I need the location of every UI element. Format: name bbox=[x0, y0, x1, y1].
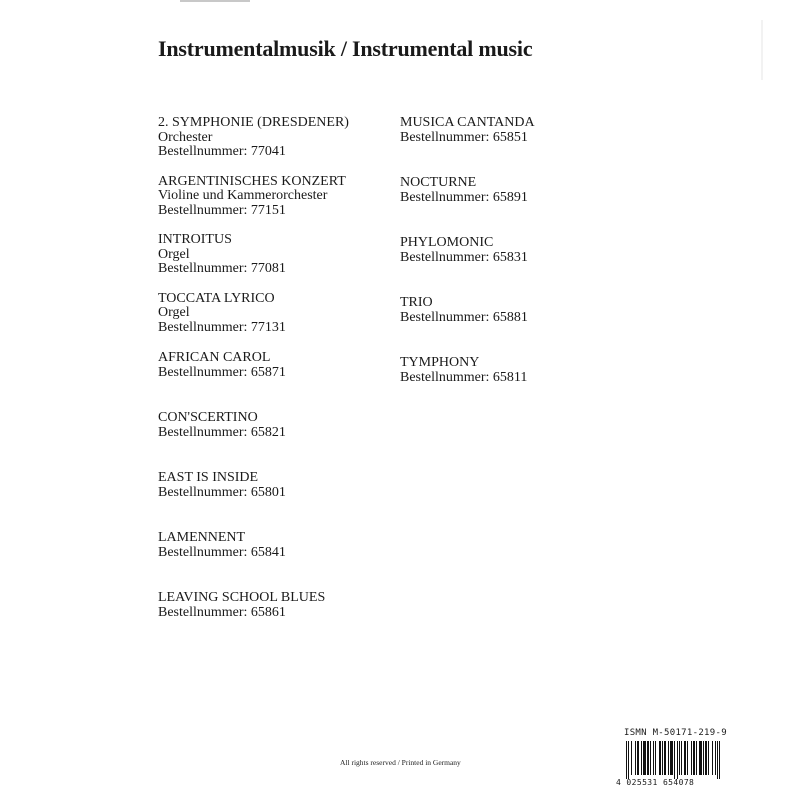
entry-order-number: Bestellnummer: 65811 bbox=[400, 369, 528, 385]
barcode-bar bbox=[626, 741, 627, 779]
catalog-entry bbox=[400, 236, 535, 265]
barcode-bar bbox=[679, 741, 680, 775]
barcode-bar bbox=[650, 741, 651, 775]
barcode-bar bbox=[719, 741, 720, 779]
barcode-bar bbox=[662, 741, 663, 775]
barcode-bar bbox=[655, 741, 656, 775]
entry-title: LAMENNENT bbox=[158, 530, 246, 545]
barcode-bar bbox=[668, 741, 669, 775]
barcode-bar bbox=[703, 741, 704, 775]
entry-order-number: Bestellnummer: 65841 bbox=[158, 544, 286, 560]
entry-title: EAST IS INSIDE bbox=[158, 470, 259, 485]
barcode-bar bbox=[647, 741, 649, 775]
entry-title: TOCCATA LYRICO bbox=[158, 290, 275, 306]
entry-order-number: Bestellnummer: 65871 bbox=[158, 364, 286, 380]
barcode-bar bbox=[705, 741, 707, 775]
barcode-bar bbox=[628, 741, 629, 779]
entry-title: PHYLOMONIC bbox=[400, 235, 494, 250]
barcode-bar bbox=[684, 741, 686, 775]
entry-title: TRIO bbox=[400, 295, 433, 310]
barcode-bar bbox=[691, 741, 692, 775]
barcode-bar bbox=[631, 741, 632, 775]
barcode-bar bbox=[693, 741, 695, 775]
barcode-bar bbox=[696, 741, 697, 775]
barcode-bar bbox=[670, 741, 673, 775]
catalog-entry bbox=[158, 233, 349, 277]
barcode-bar bbox=[643, 741, 646, 775]
catalog-entry bbox=[158, 351, 349, 380]
copyright-footer: All rights reserved / Printed in Germany bbox=[340, 758, 461, 767]
entry-order-number: Bestellnummer: 65881 bbox=[400, 309, 528, 325]
barcode-bar bbox=[674, 741, 675, 779]
catalog-entry bbox=[400, 176, 535, 205]
barcode-bar bbox=[708, 741, 709, 775]
barcode-number: 4 025531 654078 bbox=[616, 778, 695, 787]
entry-title: ARGENTINISCHES KONZERT bbox=[158, 173, 346, 189]
catalog-entry bbox=[400, 116, 535, 145]
entry-title: AFRICAN CAROL bbox=[158, 350, 271, 365]
entry-order-number: Bestellnummer: 65891 bbox=[400, 189, 528, 205]
catalog-entry bbox=[400, 296, 535, 325]
entry-order-number: Bestellnummer: 65831 bbox=[400, 249, 528, 265]
left-column bbox=[158, 116, 349, 620]
entry-title: INTROITUS bbox=[158, 232, 232, 247]
entry-title: 2. SYMPHONIE (DRESDENER) bbox=[158, 115, 349, 130]
catalog-entry bbox=[400, 356, 535, 385]
entry-title: LEAVING SCHOOL BLUES bbox=[158, 590, 326, 605]
entry-order-number: Bestellnummer: 65861 bbox=[158, 604, 286, 620]
entry-order-number: Bestellnummer: 77081 bbox=[158, 261, 286, 276]
barcode-image bbox=[624, 741, 732, 779]
entry-order-number: Bestellnummer: 65821 bbox=[158, 424, 286, 440]
catalog-entry bbox=[158, 531, 349, 560]
entry-title: NOCTURNE bbox=[400, 175, 477, 190]
entry-order-number: Bestellnummer: 65801 bbox=[158, 484, 286, 500]
entry-order-number: Bestellnummer: 77041 bbox=[158, 144, 286, 159]
entry-instrumentation: Orchester bbox=[158, 129, 213, 145]
entry-title: MUSICA CANTANDA bbox=[400, 115, 535, 130]
barcode-bar bbox=[717, 741, 718, 779]
catalog-entry bbox=[158, 175, 349, 219]
entry-instrumentation: Orgel bbox=[158, 305, 190, 320]
entry-order-number: Bestellnummer: 65851 bbox=[400, 129, 528, 145]
catalog-entry bbox=[158, 411, 349, 440]
catalog-entry bbox=[158, 116, 349, 160]
entry-order-number: Bestellnummer: 77131 bbox=[158, 319, 286, 335]
barcode-bar bbox=[641, 741, 642, 775]
catalog-entry bbox=[158, 471, 349, 500]
barcode-bar bbox=[677, 741, 678, 779]
barcode-bar bbox=[687, 741, 688, 775]
barcode-bar bbox=[681, 741, 682, 775]
right-column bbox=[400, 116, 535, 385]
entry-instrumentation: Orgel bbox=[158, 246, 190, 262]
ismn-label: ISMN M-50171-219-9 bbox=[624, 728, 727, 738]
barcode-bar bbox=[659, 741, 661, 775]
entry-instrumentation: Violine und Kammerorchester bbox=[158, 188, 328, 203]
barcode-bar bbox=[653, 741, 654, 775]
entry-order-number: Bestellnummer: 77151 bbox=[158, 202, 286, 218]
entry-title: CON'SCERTINO bbox=[158, 410, 258, 425]
barcode-bar bbox=[637, 741, 639, 775]
catalog-entry bbox=[158, 292, 349, 336]
barcode-bar bbox=[715, 741, 716, 775]
barcode-bar bbox=[699, 741, 702, 775]
catalog-entry bbox=[158, 591, 349, 620]
page-heading: Instrumentalmusik / Instrumental music bbox=[158, 36, 533, 61]
barcode-bar bbox=[635, 741, 636, 775]
barcode-bar bbox=[712, 741, 713, 775]
entry-title: TYMPHONY bbox=[400, 355, 480, 370]
barcode-bar bbox=[664, 741, 666, 775]
